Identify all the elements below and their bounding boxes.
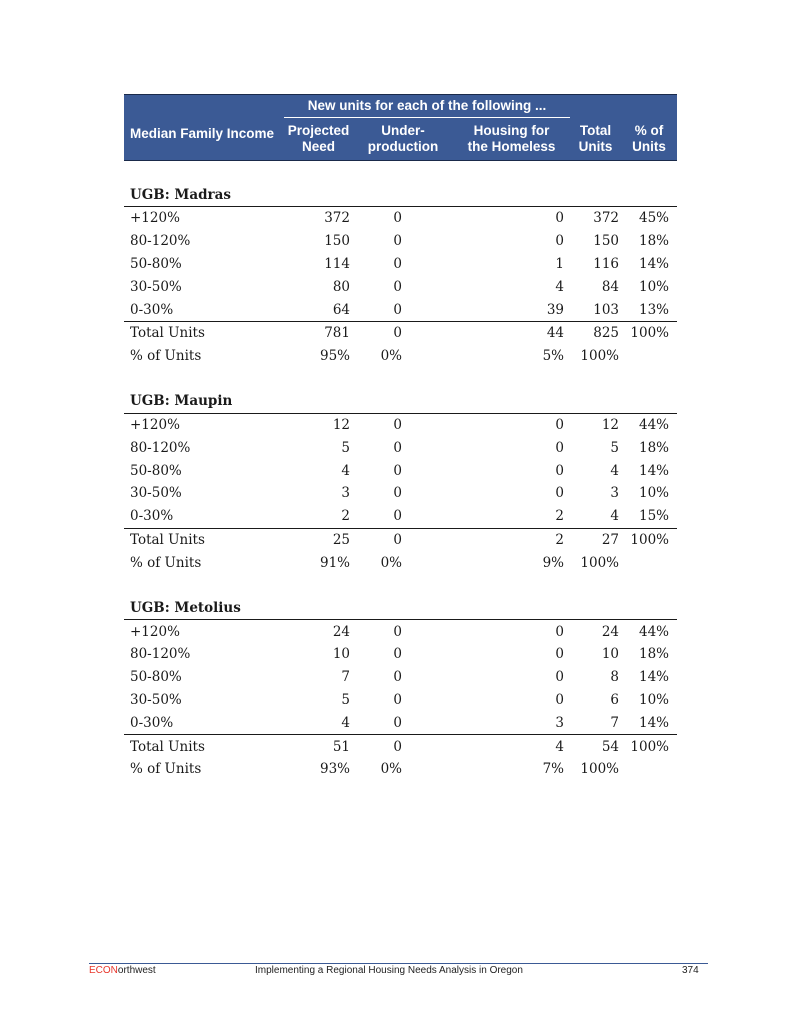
total-units-header: Total Units — [570, 118, 621, 161]
table-cell: 7 — [341, 669, 350, 686]
footer-divider — [89, 963, 708, 964]
table-cell: 80 — [332, 278, 350, 295]
table-cell: 100% — [580, 761, 620, 778]
row-label: Total Units — [130, 738, 205, 755]
table-cell: 0 — [555, 416, 565, 433]
table-cell: 7% — [542, 761, 565, 778]
row-label: 80-120% — [130, 646, 191, 663]
row-label: 30-50% — [130, 278, 182, 295]
row-label: 50-80% — [130, 462, 182, 479]
table-cell: 6 — [610, 691, 620, 708]
table-cell: 0 — [555, 623, 565, 640]
table-cell: 0 — [555, 646, 565, 663]
table-cell: 14% — [621, 711, 677, 734]
spacer-row — [124, 574, 677, 596]
row-label: 80-120% — [130, 439, 191, 456]
table-cell: 5 — [341, 439, 350, 456]
table-cell: 8 — [610, 669, 620, 686]
table-cell: 103 — [570, 298, 621, 321]
section-title: UGB: Maupin — [124, 390, 677, 414]
table-cell: 10% — [639, 691, 670, 708]
table-cell: 18% — [639, 439, 670, 456]
table-cell: 0 — [393, 738, 402, 755]
table-cell: 13% — [621, 298, 677, 321]
new-units-span-header: New units for each of the following ... — [284, 95, 570, 118]
table-cell: 3 — [610, 485, 620, 502]
row-label: 0-30% — [124, 298, 284, 321]
pct-units-row — [124, 758, 677, 781]
table-cell: 100% — [630, 325, 670, 342]
table-cell: 4 — [570, 505, 621, 528]
table-cell: 0 — [393, 210, 402, 227]
table-cell: 44 — [546, 325, 565, 342]
median-family-income-header: Median Family Income — [124, 95, 284, 161]
table-row — [124, 620, 677, 643]
table-cell: 0 — [555, 669, 565, 686]
table-cell: 100% — [580, 554, 620, 571]
housing-homeless-header: Housing for the Homeless — [453, 118, 570, 161]
projected-need-header: Projected Need — [284, 118, 353, 161]
table-cell: 14% — [639, 462, 670, 479]
table-cell: 7 — [570, 711, 621, 734]
row-label: Total Units — [130, 325, 205, 342]
pct-units-row — [124, 551, 677, 574]
table-cell: 150 — [593, 233, 620, 250]
section-header-row — [124, 596, 677, 620]
table-cell: 91% — [319, 554, 350, 571]
table-cell: 100% — [630, 738, 670, 755]
table-cell: 44% — [639, 623, 670, 640]
table-cell: 0 — [393, 233, 402, 250]
table-cell: 100% — [580, 348, 620, 365]
table-cell: 25 — [332, 531, 350, 548]
table-cell: 10 — [332, 646, 350, 663]
table-cell: 0 — [393, 439, 402, 456]
total-units-row — [124, 528, 677, 551]
page-number: 374 — [682, 965, 699, 976]
underproduction-header: Under- production — [353, 118, 453, 161]
table-cell: 54 — [601, 738, 620, 755]
pct-units-header: % of Units — [621, 118, 677, 161]
table-cell: 0% — [380, 761, 402, 778]
table-cell: 0 — [393, 416, 402, 433]
table-cell: 0 — [353, 505, 453, 528]
table-row — [124, 505, 677, 528]
table-cell: 0 — [393, 485, 402, 502]
table-cell: 2 — [453, 505, 570, 528]
row-label: 0-30% — [124, 711, 284, 734]
table-cell: 12 — [332, 416, 350, 433]
table-cell: 3 — [453, 711, 570, 734]
table-cell: 3 — [341, 485, 350, 502]
table-cell: 45% — [639, 210, 670, 227]
table-cell: 4 — [284, 711, 353, 734]
table-cell: 15% — [621, 505, 677, 528]
table-cell: 9% — [542, 554, 565, 571]
section-title: UGB: Metolius — [124, 596, 677, 620]
table-cell: 84 — [601, 278, 620, 295]
table-cell: 0% — [380, 554, 402, 571]
table-cell: 4 — [341, 462, 350, 479]
table-cell: 0% — [380, 348, 402, 365]
table-cell: 27 — [601, 531, 620, 548]
table-cell: 4 — [555, 278, 565, 295]
table-cell: 5% — [542, 348, 565, 365]
table-row — [124, 436, 677, 459]
table-cell: 4 — [610, 462, 620, 479]
table-cell: 2 — [555, 531, 565, 548]
row-label: % of Units — [130, 554, 202, 571]
table-row — [124, 298, 677, 321]
row-label: 50-80% — [130, 255, 182, 272]
table-cell: 93% — [319, 761, 350, 778]
total-units-row — [124, 321, 677, 344]
table-row — [124, 275, 677, 298]
table-row — [124, 643, 677, 666]
table-cell: 0 — [393, 646, 402, 663]
section-header-row — [124, 390, 677, 414]
table-row — [124, 253, 677, 276]
table-cell: 51 — [332, 738, 350, 755]
table-row — [124, 666, 677, 689]
spacer-row — [124, 161, 677, 184]
table-cell — [621, 758, 677, 781]
table-row — [124, 413, 677, 436]
table-cell: 39 — [453, 298, 570, 321]
section-header-row — [124, 183, 677, 207]
row-label: +120% — [130, 210, 180, 227]
table-cell: 150 — [324, 233, 350, 250]
table-cell: 0 — [353, 298, 453, 321]
table-cell: 0 — [393, 325, 402, 342]
table-cell: 100% — [630, 531, 670, 548]
table-row — [124, 689, 677, 712]
row-label: 30-50% — [130, 691, 182, 708]
table-row — [124, 711, 677, 734]
housing-units-table — [124, 94, 677, 781]
table-cell — [621, 551, 677, 574]
row-label: % of Units — [130, 761, 202, 778]
table-cell: 0 — [555, 485, 565, 502]
row-label: 80-120% — [130, 233, 191, 250]
section-title: UGB: Madras — [124, 183, 677, 207]
table-cell: 0 — [393, 691, 402, 708]
footer-title: Implementing a Regional Housing Needs Analysis in Oregon — [255, 965, 523, 976]
table-cell: 10% — [639, 485, 670, 502]
table-cell: 0 — [555, 210, 565, 227]
table-cell: 0 — [555, 233, 565, 250]
total-units-row — [124, 735, 677, 758]
table-row — [124, 230, 677, 253]
row-label: 0-30% — [124, 505, 284, 528]
table-cell: 2 — [284, 505, 353, 528]
table-cell: 24 — [332, 623, 350, 640]
row-label: Total Units — [130, 531, 205, 548]
table-row — [124, 459, 677, 482]
table-cell: 14% — [639, 255, 670, 272]
table-cell: 372 — [324, 210, 350, 227]
row-label: 50-80% — [130, 669, 182, 686]
table-cell: 781 — [324, 325, 350, 342]
table-cell: 4 — [555, 738, 565, 755]
footer-brand: ECONorthwest — [89, 965, 156, 976]
table-cell: 1 — [555, 255, 565, 272]
table-cell: 0 — [555, 439, 565, 456]
table-cell: 0 — [555, 691, 565, 708]
table-cell: 0 — [393, 531, 402, 548]
pct-units-row — [124, 345, 677, 368]
table-cell: 64 — [284, 298, 353, 321]
row-label: +120% — [130, 416, 180, 433]
table-cell: 5 — [341, 691, 350, 708]
row-label: +120% — [130, 623, 180, 640]
table-cell: 18% — [639, 233, 670, 250]
table-body — [124, 161, 677, 781]
table-cell: 116 — [593, 255, 620, 272]
table-cell: 0 — [393, 462, 402, 479]
table-cell: 0 — [393, 255, 402, 272]
table-cell: 114 — [324, 255, 350, 272]
table-cell: 18% — [639, 646, 670, 663]
row-label: 30-50% — [130, 485, 182, 502]
row-label: % of Units — [130, 348, 202, 365]
table-cell: 372 — [593, 210, 620, 227]
table-cell: 12 — [601, 416, 620, 433]
table-cell — [621, 345, 677, 368]
table-row — [124, 482, 677, 505]
table-cell: 0 — [393, 278, 402, 295]
table-cell: 0 — [353, 711, 453, 734]
spacer-row — [124, 368, 677, 390]
table-cell: 10% — [639, 278, 670, 295]
table-cell: 825 — [593, 325, 620, 342]
table-row — [124, 207, 677, 230]
table-cell: 10 — [601, 646, 620, 663]
table-cell: 14% — [639, 669, 670, 686]
table-cell: 95% — [319, 348, 350, 365]
table-cell: 0 — [393, 623, 402, 640]
table-cell: 24 — [601, 623, 620, 640]
table-cell: 0 — [393, 669, 402, 686]
table-cell: 5 — [610, 439, 620, 456]
table-cell: 44% — [639, 416, 670, 433]
table-cell: 0 — [555, 462, 565, 479]
